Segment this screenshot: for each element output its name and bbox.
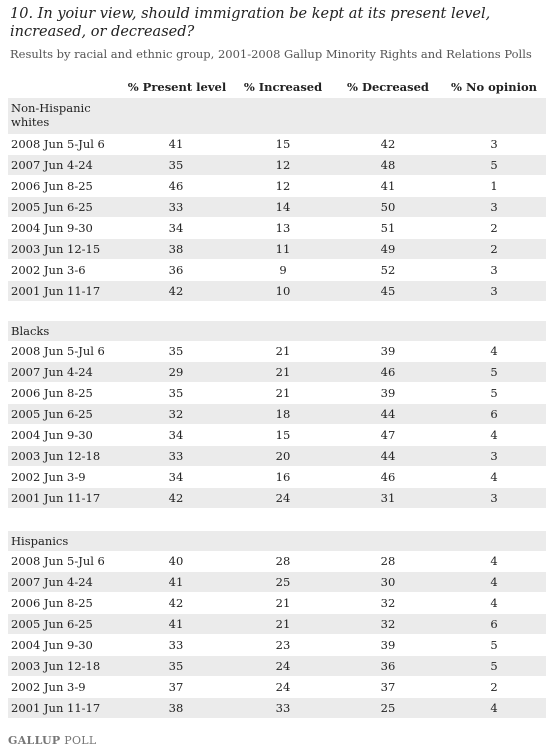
table-row bbox=[8, 614, 546, 634]
gallup-poll-logo: GALLUP POLL bbox=[8, 734, 97, 747]
table-cell: 41 bbox=[380, 179, 396, 193]
table-cell: 51 bbox=[380, 221, 396, 235]
row-date-label: 2006 Jun 8-25 bbox=[11, 179, 93, 193]
table-cell: 28 bbox=[275, 554, 291, 568]
table-cell: 21 bbox=[275, 596, 291, 610]
table-cell: 34 bbox=[168, 428, 184, 442]
table-row bbox=[8, 677, 546, 697]
table-row bbox=[8, 698, 546, 718]
table-cell: 2 bbox=[490, 680, 498, 694]
table-cell: 34 bbox=[168, 470, 184, 484]
table-cell: 23 bbox=[275, 638, 291, 652]
table-cell: 5 bbox=[490, 659, 498, 673]
table-row bbox=[8, 551, 546, 571]
table-row bbox=[8, 572, 546, 592]
table-cell: 9 bbox=[279, 263, 287, 277]
table-cell: 10 bbox=[275, 284, 291, 298]
table-cell: 44 bbox=[380, 449, 396, 463]
table-cell: 46 bbox=[168, 179, 184, 193]
table-row bbox=[8, 467, 546, 487]
table-cell: 3 bbox=[490, 284, 498, 298]
row-date-label: 2001 Jun 11-17 bbox=[11, 701, 101, 715]
row-date-label: 2005 Jun 6-25 bbox=[11, 200, 93, 214]
table-row bbox=[8, 446, 546, 466]
row-date-label: 2006 Jun 8-25 bbox=[11, 596, 93, 610]
table-row bbox=[8, 197, 546, 217]
table-row bbox=[8, 425, 546, 445]
group-label: Blacks bbox=[11, 324, 50, 338]
row-date-label: 2003 Jun 12-18 bbox=[11, 659, 101, 673]
table-cell: 48 bbox=[380, 158, 396, 172]
table-row bbox=[8, 341, 546, 361]
table-cell: 32 bbox=[380, 596, 396, 610]
table-cell: 49 bbox=[380, 242, 396, 256]
row-date-label: 2003 Jun 12-18 bbox=[11, 449, 101, 463]
table-cell: 5 bbox=[490, 638, 498, 652]
row-date-label: 2002 Jun 3-9 bbox=[11, 680, 86, 694]
table-cell: 40 bbox=[168, 554, 184, 568]
table-cell: 45 bbox=[380, 284, 396, 298]
table-cell: 32 bbox=[168, 407, 184, 421]
table-cell: 21 bbox=[275, 365, 291, 379]
row-date-label: 2003 Jun 12-15 bbox=[11, 242, 101, 256]
row-date-label: 2004 Jun 9-30 bbox=[11, 428, 93, 442]
table-cell: 41 bbox=[168, 617, 184, 631]
table-cell: 15 bbox=[275, 137, 291, 151]
table-cell: 42 bbox=[168, 491, 184, 505]
group-header bbox=[8, 321, 546, 341]
row-date-label: 2005 Jun 6-25 bbox=[11, 617, 93, 631]
row-date-label: 2007 Jun 4-24 bbox=[11, 158, 93, 172]
table-cell: 38 bbox=[168, 242, 184, 256]
table-cell: 39 bbox=[380, 386, 396, 400]
table-cell: 1 bbox=[490, 179, 498, 193]
table-row bbox=[8, 362, 546, 382]
table-cell: 2 bbox=[490, 221, 498, 235]
table-cell: 16 bbox=[275, 470, 291, 484]
table-cell: 2 bbox=[490, 242, 498, 256]
column-header-present-level: % Present level bbox=[127, 80, 227, 94]
row-date-label: 2004 Jun 9-30 bbox=[11, 638, 93, 652]
table-cell: 21 bbox=[275, 617, 291, 631]
group-header bbox=[8, 98, 546, 134]
group-header bbox=[8, 531, 546, 551]
table-row bbox=[8, 239, 546, 259]
table-cell: 24 bbox=[275, 680, 291, 694]
table-cell: 32 bbox=[380, 617, 396, 631]
table-cell: 35 bbox=[168, 158, 184, 172]
table-cell: 42 bbox=[168, 596, 184, 610]
chart-title: 10. In yoiur view, should immigration be kept at its present level, increased, or decreased? bbox=[10, 6, 491, 40]
table-cell: 6 bbox=[490, 617, 498, 631]
table-cell: 3 bbox=[490, 137, 498, 151]
table-cell: 18 bbox=[275, 407, 291, 421]
table-cell: 50 bbox=[380, 200, 396, 214]
row-date-label: 2004 Jun 9-30 bbox=[11, 221, 93, 235]
table-cell: 41 bbox=[168, 137, 184, 151]
table-cell: 35 bbox=[168, 659, 184, 673]
table-cell: 37 bbox=[380, 680, 396, 694]
table-cell: 4 bbox=[490, 470, 498, 484]
group-label: Hispanics bbox=[11, 534, 69, 548]
table-cell: 14 bbox=[275, 200, 291, 214]
table-cell: 11 bbox=[275, 242, 291, 256]
row-date-label: 2002 Jun 3-9 bbox=[11, 470, 86, 484]
table-row bbox=[8, 134, 546, 154]
table-cell: 36 bbox=[380, 659, 396, 673]
table-cell: 33 bbox=[168, 449, 184, 463]
row-date-label: 2007 Jun 4-24 bbox=[11, 365, 93, 379]
table-cell: 3 bbox=[490, 263, 498, 277]
table-cell: 39 bbox=[380, 638, 396, 652]
table-cell: 52 bbox=[380, 263, 396, 277]
table-cell: 33 bbox=[275, 701, 291, 715]
table-cell: 47 bbox=[380, 428, 396, 442]
row-date-label: 2008 Jun 5-Jul 6 bbox=[11, 344, 105, 358]
table-row bbox=[8, 383, 546, 403]
table-row bbox=[8, 218, 546, 238]
table-cell: 36 bbox=[168, 263, 184, 277]
table-cell: 34 bbox=[168, 221, 184, 235]
table-cell: 35 bbox=[168, 386, 184, 400]
column-header-no-opinion: % No opinion bbox=[451, 80, 537, 94]
column-header-decreased: % Decreased bbox=[347, 80, 429, 94]
table-cell: 12 bbox=[275, 179, 291, 193]
table-cell: 21 bbox=[275, 386, 291, 400]
table-row bbox=[8, 656, 546, 676]
table-row bbox=[8, 260, 546, 280]
table-cell: 4 bbox=[490, 596, 498, 610]
table-cell: 31 bbox=[380, 491, 396, 505]
row-date-label: 2008 Jun 5-Jul 6 bbox=[11, 554, 105, 568]
table-cell: 38 bbox=[168, 701, 184, 715]
table-cell: 42 bbox=[168, 284, 184, 298]
table-cell: 39 bbox=[380, 344, 396, 358]
table-row bbox=[8, 404, 546, 424]
table-cell: 4 bbox=[490, 575, 498, 589]
table-row bbox=[8, 635, 546, 655]
table-cell: 46 bbox=[380, 365, 396, 379]
table-cell: 5 bbox=[490, 158, 498, 172]
table-cell: 5 bbox=[490, 386, 498, 400]
table-cell: 13 bbox=[275, 221, 291, 235]
table-cell: 24 bbox=[275, 659, 291, 673]
table-row bbox=[8, 488, 546, 508]
table-cell: 12 bbox=[275, 158, 291, 172]
table-cell: 3 bbox=[490, 491, 498, 505]
table-row bbox=[8, 281, 546, 301]
table-cell: 35 bbox=[168, 344, 184, 358]
table-cell: 24 bbox=[275, 491, 291, 505]
row-date-label: 2002 Jun 3-6 bbox=[11, 263, 86, 277]
table-cell: 4 bbox=[490, 344, 498, 358]
table-cell: 4 bbox=[490, 554, 498, 568]
table-cell: 4 bbox=[490, 701, 498, 715]
table-row bbox=[8, 155, 546, 175]
group-label: Non-Hispanic whites bbox=[11, 101, 91, 129]
table-cell: 4 bbox=[490, 428, 498, 442]
table-cell: 46 bbox=[380, 470, 396, 484]
row-date-label: 2001 Jun 11-17 bbox=[11, 491, 101, 505]
table-cell: 33 bbox=[168, 200, 184, 214]
table-cell: 41 bbox=[168, 575, 184, 589]
table-cell: 44 bbox=[380, 407, 396, 421]
chart-subtitle: Results by racial and ethnic group, 2001-2008 Gallup Minority Rights and Relations Polls bbox=[10, 47, 532, 61]
table-cell: 25 bbox=[275, 575, 291, 589]
row-date-label: 2005 Jun 6-25 bbox=[11, 407, 93, 421]
table-cell: 30 bbox=[380, 575, 396, 589]
table-cell: 28 bbox=[380, 554, 396, 568]
table-row bbox=[8, 176, 546, 196]
table-cell: 21 bbox=[275, 344, 291, 358]
row-date-label: 2008 Jun 5-Jul 6 bbox=[11, 137, 105, 151]
row-date-label: 2007 Jun 4-24 bbox=[11, 575, 93, 589]
table-cell: 5 bbox=[490, 365, 498, 379]
table-row bbox=[8, 593, 546, 613]
table-cell: 42 bbox=[380, 137, 396, 151]
table-cell: 3 bbox=[490, 200, 498, 214]
column-header-increased: % Increased bbox=[243, 80, 323, 94]
table-cell: 20 bbox=[275, 449, 291, 463]
row-date-label: 2006 Jun 8-25 bbox=[11, 386, 93, 400]
table-cell: 6 bbox=[490, 407, 498, 421]
table-cell: 15 bbox=[275, 428, 291, 442]
table-cell: 3 bbox=[490, 449, 498, 463]
table-cell: 25 bbox=[380, 701, 396, 715]
table-cell: 33 bbox=[168, 638, 184, 652]
table-cell: 37 bbox=[168, 680, 184, 694]
table-cell: 29 bbox=[168, 365, 184, 379]
row-date-label: 2001 Jun 11-17 bbox=[11, 284, 101, 298]
